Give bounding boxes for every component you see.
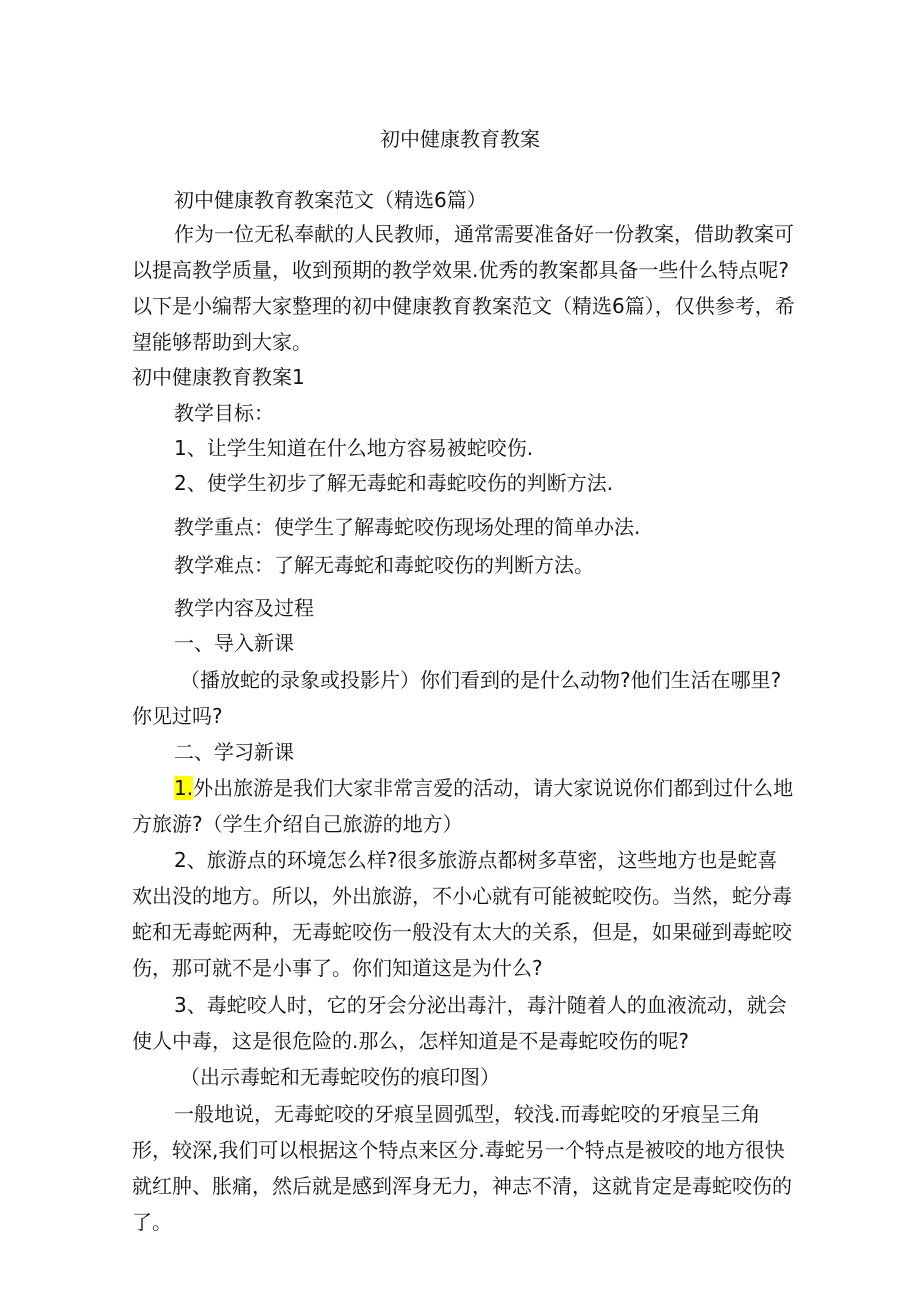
key-point: 教学重点：使学生了解毒蛇咬伤现场处理的简单办法.	[174, 515, 641, 539]
step1-heading: 一、导入新课	[174, 631, 294, 655]
item-2: 2、旅游点的环境怎么样?很多旅游点都树多草密，这些地方也是蛇喜欢出没的地方。所以，外出旅游，不小心就有可能被蛇咬伤。当然，蛇分毒蛇和无毒蛇两种，无毒蛇咬伤一般没有太大的关系，但是，如果碰到毒蛇咬伤，那可就不是小事了。你们知道这是为什么?	[132, 848, 792, 980]
process-label: 教学内容及过程	[174, 596, 314, 620]
step1-text: （播放蛇的录象或投影片）你们看到的是什么动物?他们生活在哪里?你见过吗?	[132, 668, 782, 728]
goal-1: 1、让学生知道在什么地方容易被蛇咬伤.	[174, 436, 534, 460]
goal-2: 2、使学生初步了解无毒蛇和毒蛇咬伤的判断方法.	[174, 471, 614, 495]
difficulty: 教学难点：了解无毒蛇和毒蛇咬伤的判断方法。	[174, 553, 594, 577]
section1-heading: 初中健康教育教案1	[132, 365, 305, 389]
highlighted-number: 1.	[174, 776, 194, 800]
item-1-text: 外出旅游是我们大家非常言爱的活动，请大家说说你们都到过什么地方旅游?（学生介绍自己旅游的地方）	[132, 776, 794, 836]
show-text: （出示毒蛇和无毒蛇咬伤的痕印图）	[180, 1065, 500, 1089]
step2-heading: 二、学习新课	[174, 740, 294, 764]
subtitle: 初中健康教育教案范文（精选6篇）	[174, 188, 487, 212]
item-3: 3、毒蛇咬人时，它的牙会分泌出毒汁，毒汁随着人的血液流动，就会使人中毒，这是很危险的.那么，怎样知道是不是毒蛇咬伤的呢?	[132, 993, 787, 1053]
item-1	[132, 770, 797, 842]
document-title: 初中健康教育教案	[380, 127, 540, 151]
intro-paragraph: 作为一位无私奉献的人民教师，通常需要准备好一份教案，借助教案可以提高教学质量，收到预期的教学效果.优秀的教案都具备一些什么特点呢?以下是小编帮大家整理的初中健康教育教案范文（精选6篇），仅供参考，希望能够帮助到大家。	[132, 222, 795, 354]
explain-paragraph: 一般地说，无毒蛇咬的牙痕呈圆弧型，较浅.而毒蛇咬的牙痕呈三角形，较深,我们可以根据这个特点来区分.毒蛇另一个特点是被咬的地方很快就红肿、胀痛，然后就是感到浑身无力，神志不清，这就肯定是毒蛇咬伤的了。	[132, 1102, 792, 1234]
goals-label: 教学目标：	[174, 401, 274, 425]
